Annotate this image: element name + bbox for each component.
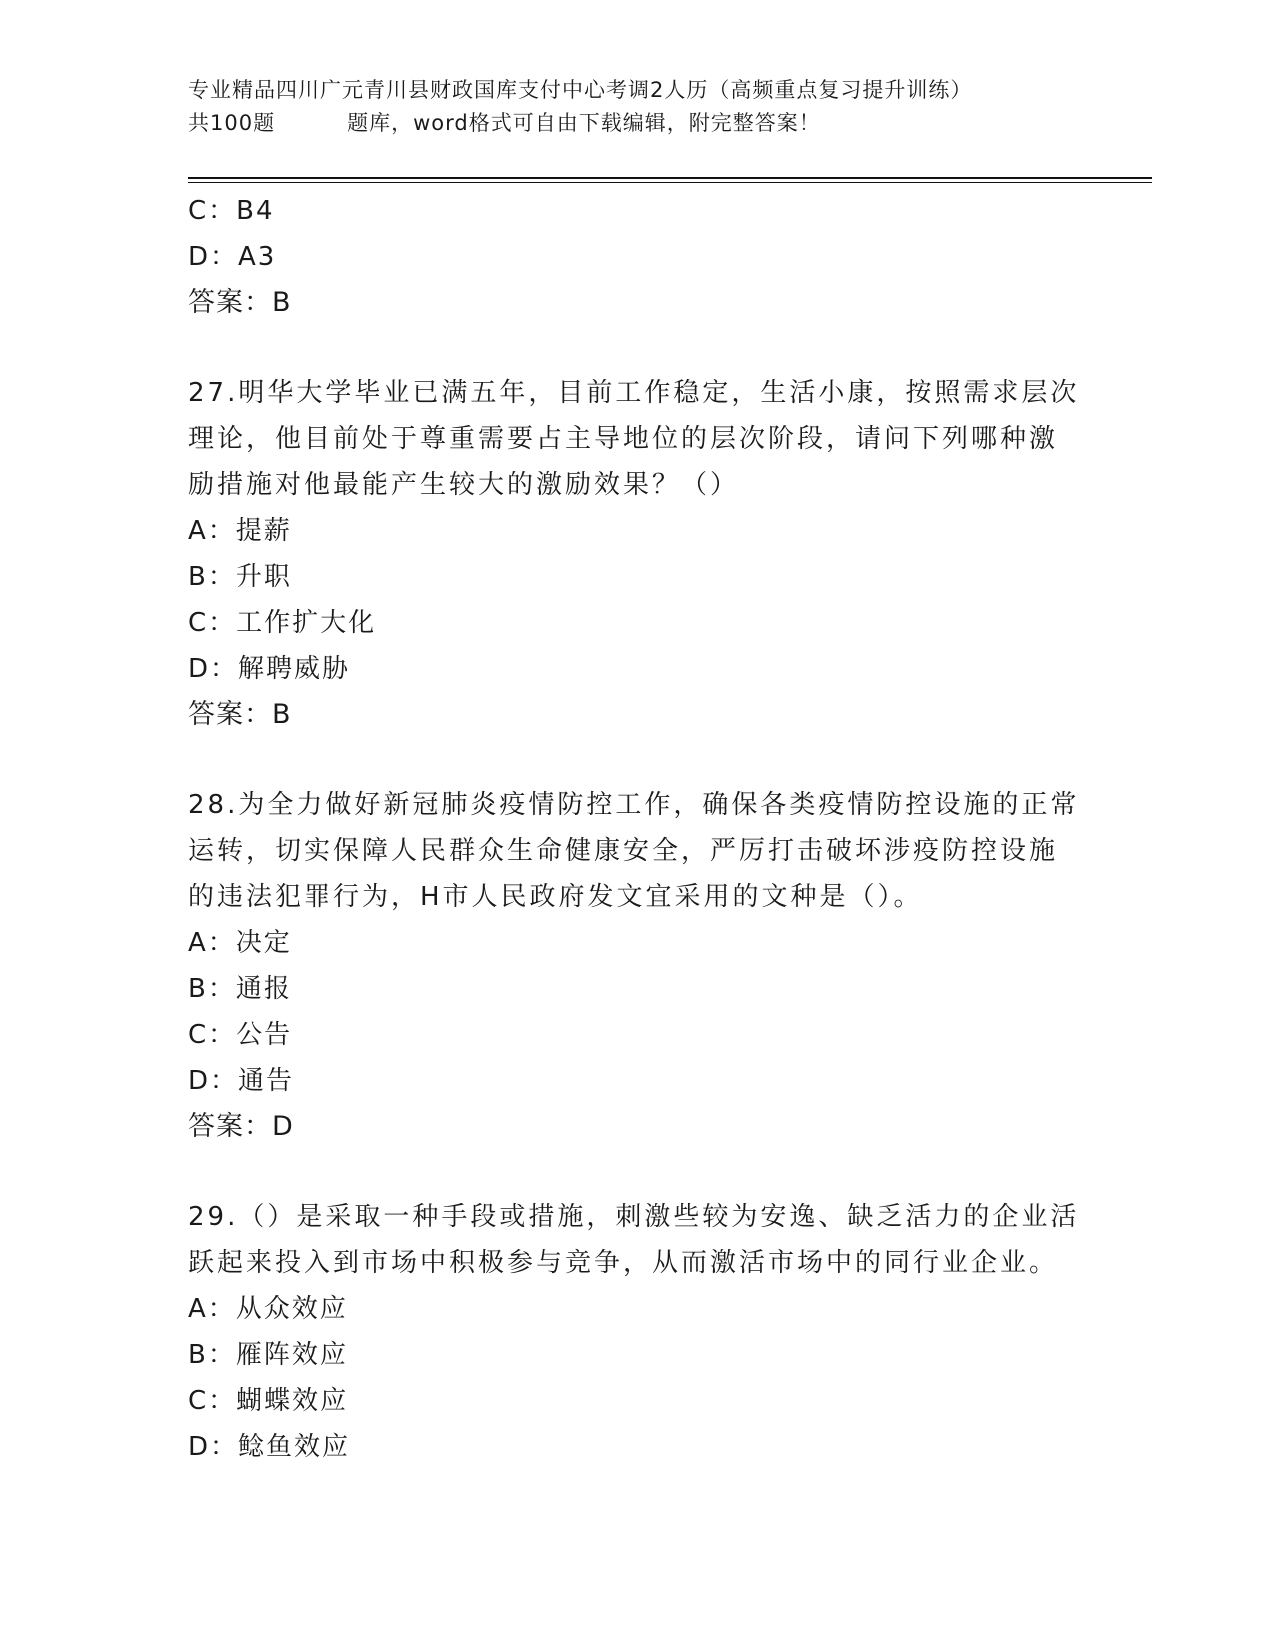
answer-label: 答案：B (188, 699, 292, 730)
question-line: 励措施对他最能产生较大的激励效果？（） (188, 470, 740, 500)
option-b: B：雁阵效应 (188, 1340, 348, 1370)
question-text (188, 370, 1088, 508)
header-rule-thin (188, 182, 1152, 183)
question-line: 理论，他目前处于尊重需要占主导地位的层次阶段，请问下列哪种激 (188, 424, 1059, 454)
answer-label: 答案：D (188, 1111, 294, 1142)
option-d: D：通告 (188, 1066, 295, 1096)
option-c: C：公告 (188, 1020, 293, 1050)
question-line: 运转，切实保障人民群众生命健康安全，严厉打击破坏涉疫防控设施 (188, 836, 1059, 866)
question-28 (188, 782, 1088, 1150)
prev-question-block (188, 188, 1088, 326)
option-a: A：从众效应 (188, 1294, 348, 1324)
option-d: D：鲶鱼效应 (188, 1432, 351, 1462)
page-header (188, 74, 1088, 140)
option-b: B：升职 (188, 562, 292, 592)
question-content (188, 188, 1088, 1470)
question-line: 的违法犯罪行为，H市人民政府发文宜采用的文种是（）。 (188, 882, 923, 912)
question-27 (188, 370, 1088, 738)
option-a: A：决定 (188, 928, 292, 958)
question-line: 28.为全力做好新冠肺炎疫情防控工作，确保各类疫情防控设施的正常 (188, 790, 1080, 820)
header-title-line2 (188, 107, 1088, 140)
option-d: D：A3 (188, 242, 277, 272)
question-29 (188, 1194, 1088, 1470)
question-line: 27.明华大学毕业已满五年，目前工作稳定，生活小康，按照需求层次 (188, 378, 1080, 408)
answer-label: 答案：B (188, 287, 292, 318)
question-line: 跃起来投入到市场中积极参与竞争，从而激活市场中的同行业企业。 (188, 1248, 1059, 1278)
question-text (188, 782, 1088, 920)
header-question-count: 共100题 (188, 111, 276, 135)
option-c: C：蝴蝶效应 (188, 1386, 349, 1416)
header-title-line1: 专业精品四川广元青川县财政国库支付中心考调2人历（高频重点复习提升训练） (188, 78, 973, 102)
question-text (188, 1194, 1088, 1286)
option-b: B：通报 (188, 974, 292, 1004)
option-c: C：工作扩大化 (188, 608, 377, 638)
option-d: D：解聘威胁 (188, 654, 351, 684)
option-c: C：B4 (188, 196, 275, 226)
option-a: A：提薪 (188, 516, 292, 546)
header-description: 题库，word格式可自由下载编辑，附完整答案！ (347, 111, 821, 135)
question-line: 29.（）是采取一种手段或措施，刺激些较为安逸、缺乏活力的企业活 (188, 1202, 1080, 1232)
header-rule-thick (188, 177, 1152, 179)
